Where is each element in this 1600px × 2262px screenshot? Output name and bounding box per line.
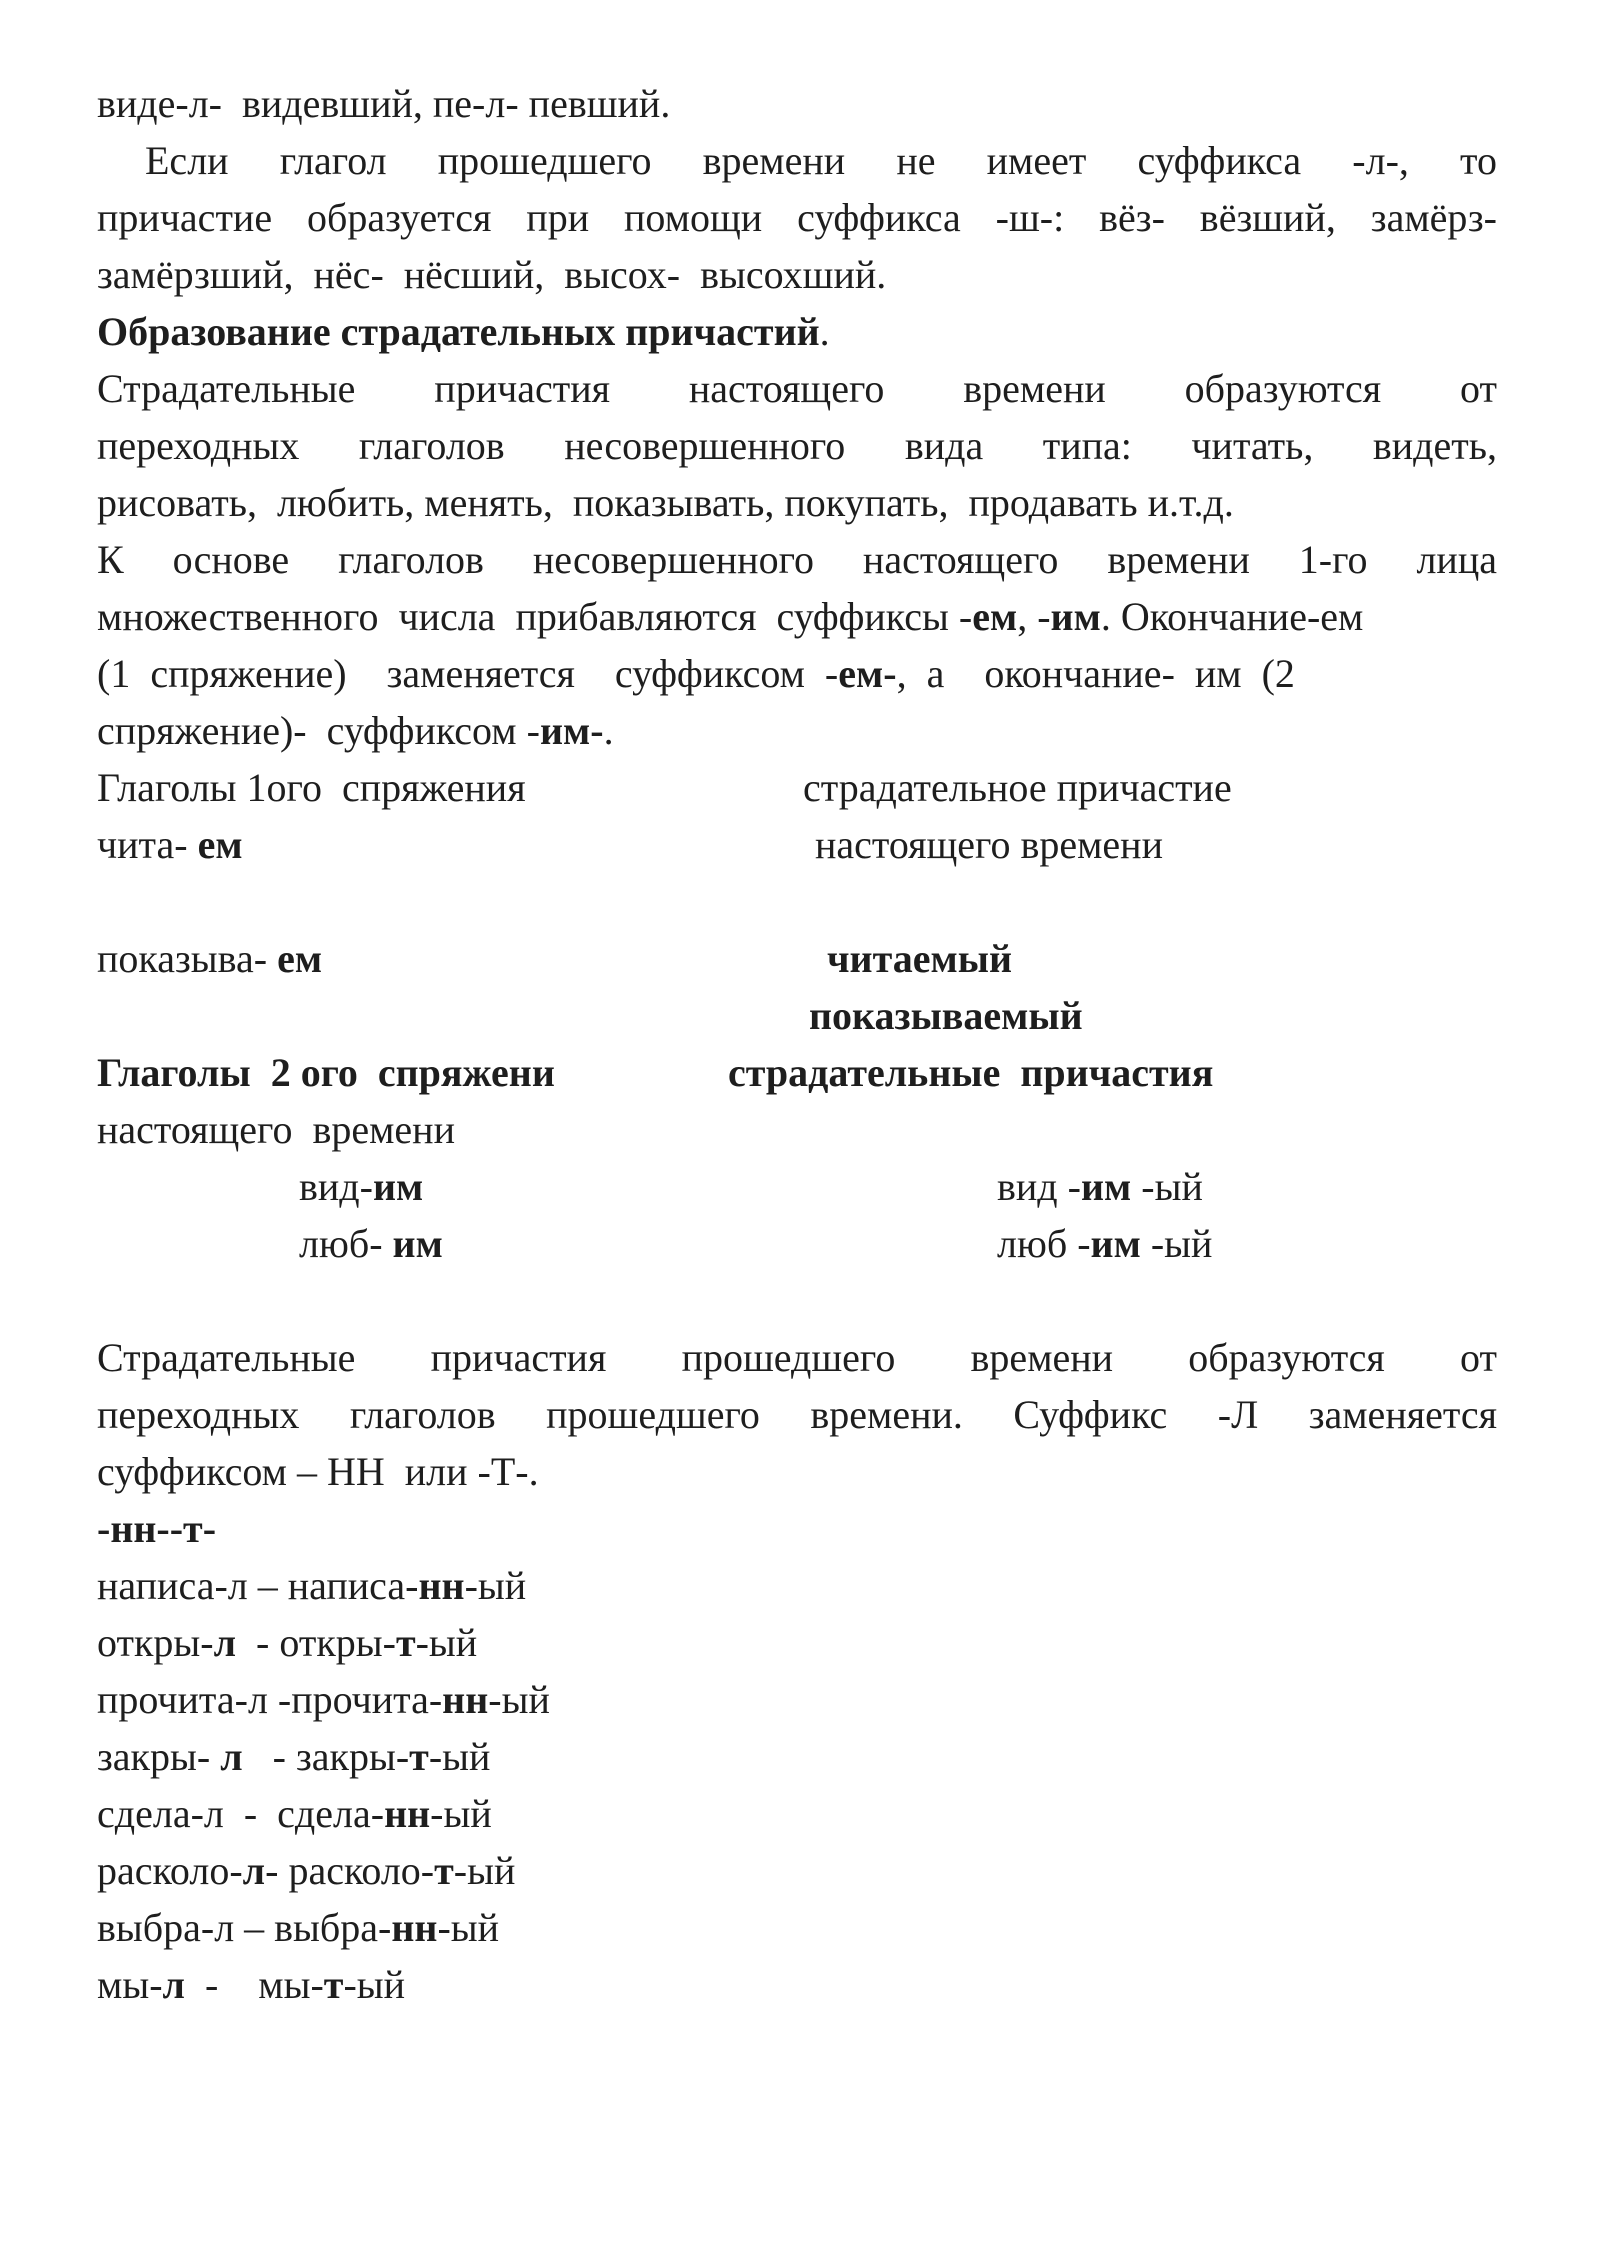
verb-stem: вид-: [299, 1164, 373, 1209]
text-line: Если глагол прошедшего времени не имеет суффикса -л-, то: [145, 138, 1497, 183]
example-text: - расколо-: [265, 1848, 435, 1893]
example-text: -ый: [415, 1620, 478, 1665]
text-line: [97, 588, 1497, 645]
text-line: переходных глаголов прошедшего времени. Суффикс -Л заменяется: [97, 1392, 1497, 1437]
example-text: -ый: [430, 1791, 492, 1836]
text-run: , -: [1017, 594, 1051, 639]
example-line: [97, 1956, 1497, 2013]
example-text: закры-: [97, 1734, 221, 1779]
example-text: расколо-: [97, 1848, 243, 1893]
conjugation-2-header: Глаголы 2 ого спряжени: [97, 1050, 555, 1095]
tense-label: настоящего времени: [97, 1107, 455, 1152]
participle-stem: вид -: [997, 1164, 1081, 1209]
example-text: сдела-л - сдела-: [97, 1791, 385, 1836]
verb-stem: люб-: [299, 1221, 393, 1266]
suffixes-bold: -нн--т-: [97, 1506, 217, 1551]
suffix-im: им: [372, 1164, 424, 1209]
example-line: [97, 1842, 1497, 1899]
suffix-im: им-: [539, 708, 604, 753]
example-suffix: л: [213, 1620, 237, 1665]
example-text: выбра-л – выбра-: [97, 1905, 392, 1950]
participle-row: [997, 1215, 1212, 1272]
example-suffix: нн: [391, 1905, 438, 1950]
text-line: суффиксом – НН или -Т-.: [97, 1449, 539, 1494]
verb-stem-row: [299, 1215, 443, 1272]
text-line: К основе глаголов несовершенного настоящего времени 1-го лица: [97, 537, 1497, 582]
suffix-list: [97, 1500, 1497, 1557]
verb-stem-row: [97, 816, 243, 873]
participle-header: страдательное причастие: [803, 765, 1232, 810]
example-suffix: л: [220, 1734, 243, 1779]
verb-stem: чита-: [97, 822, 198, 867]
text-line: переходных глаголов несовершенного вида типа: читать, видеть,: [97, 423, 1497, 468]
example-text: прочита-л -прочита-: [97, 1677, 443, 1722]
text-run: спряжение)- суффиксом -: [97, 708, 540, 753]
participle-row: [997, 1158, 1203, 1215]
example-suffix: нн: [418, 1563, 465, 1608]
example-suffix: нн: [442, 1677, 489, 1722]
text-run: (1 спряжение) заменяется суффиксом -: [97, 651, 839, 696]
text-run: , а окончание- им (2: [896, 651, 1295, 696]
section-heading: [97, 303, 1497, 360]
example-suffix: л: [162, 1962, 185, 2007]
example-text: мы-: [97, 1962, 163, 2007]
example-text: -ый: [437, 1905, 500, 1950]
example-text: откры-: [97, 1620, 214, 1665]
example-text: -ый: [343, 1962, 406, 2007]
example-text: написа-л – написа-: [97, 1563, 419, 1608]
example-line: [97, 1614, 1497, 1671]
verb-stem: показыва-: [97, 936, 278, 981]
example-line: [97, 1557, 1497, 1614]
text-run: .: [603, 708, 614, 753]
participle-ending: -ый: [1140, 1221, 1213, 1266]
text-line: виде-л- видевший, пе-л- певший.: [97, 81, 671, 126]
suffix-em: ем: [972, 594, 1018, 639]
text-run: множественного числа прибавляются суффиксы -: [97, 594, 973, 639]
example-suffix: нн: [384, 1791, 431, 1836]
participle-result: читаемый: [827, 936, 1013, 981]
example-suffix: т: [434, 1848, 454, 1893]
example-suffix: т: [395, 1620, 416, 1665]
verb-stem-row: [97, 930, 322, 987]
participle-header-2: настоящего времени: [815, 822, 1163, 867]
text-line: [97, 645, 1497, 702]
suffix-em: ем: [197, 822, 243, 867]
text-run: . Окончание-ем: [1100, 594, 1364, 639]
participle-stem: люб -: [997, 1221, 1091, 1266]
suffix-im: им: [392, 1221, 443, 1266]
conjugation-1-header: Глаголы 1ого спряжения: [97, 765, 526, 810]
example-text: -ый: [464, 1563, 527, 1608]
example-suffix: т: [323, 1962, 344, 2007]
suffix-im: им: [1090, 1221, 1141, 1266]
example-line: [97, 1785, 1497, 1842]
suffix-im: им: [1050, 594, 1101, 639]
participle-result: показываемый: [809, 993, 1083, 1038]
example-line: [97, 1671, 1497, 1728]
text-line: Страдательные причастия настоящего времени образуются от: [97, 366, 1497, 411]
example-text: -ый: [453, 1848, 516, 1893]
text-line: рисовать, любить, менять, показывать, покупать, продавать и.т.д.: [97, 480, 1234, 525]
suffix-em: ем: [277, 936, 323, 981]
text-line: причастие образуется при помощи суффикса -ш-: вёз- вёзший, замёрз-: [97, 195, 1497, 240]
heading-text: Образование страдательных причастий: [97, 309, 820, 354]
example-text: - откры-: [236, 1620, 396, 1665]
example-line: [97, 1728, 1497, 1785]
verb-stem-row: [299, 1158, 423, 1215]
participle-ending: -ый: [1131, 1164, 1203, 1209]
example-text: - мы-: [184, 1962, 324, 2007]
text-line: замёрзший, нёс- нёсший, высох- высохший.: [97, 252, 887, 297]
text-line: [97, 702, 1497, 759]
heading-period: .: [819, 309, 830, 354]
example-text: - закры-: [242, 1734, 410, 1779]
suffix-em: ем-: [838, 651, 897, 696]
example-suffix: т: [409, 1734, 429, 1779]
text-line: Страдательные причастия прошедшего времени образуются от: [97, 1335, 1497, 1380]
participles-header: страдательные причастия: [728, 1050, 1214, 1095]
example-suffix: л: [242, 1848, 266, 1893]
example-text: -ый: [488, 1677, 550, 1722]
suffix-im: им: [1080, 1164, 1132, 1209]
example-text: -ый: [428, 1734, 491, 1779]
example-line: [97, 1899, 1497, 1956]
